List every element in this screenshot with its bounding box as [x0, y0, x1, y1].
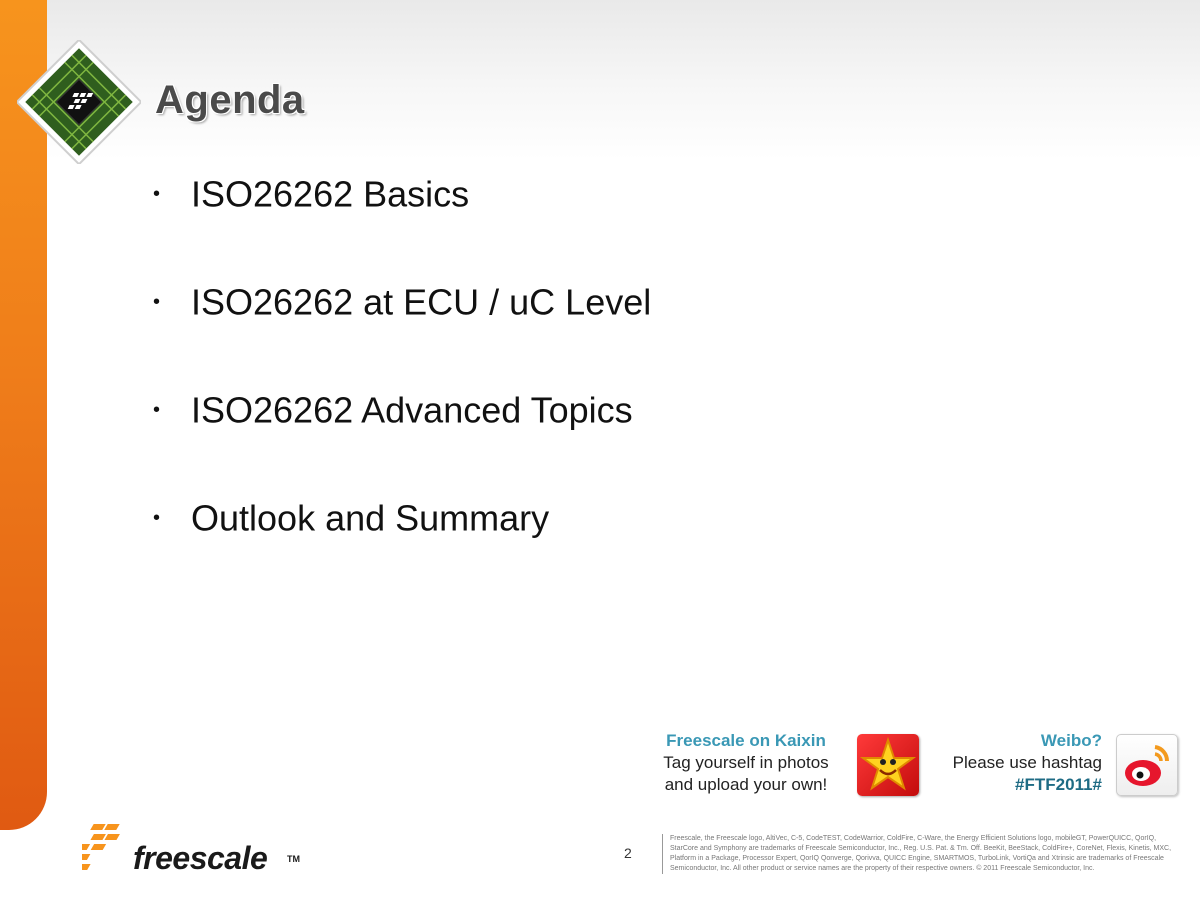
kaixin-line2: and upload your own!	[664, 775, 828, 794]
agenda-item	[150, 494, 651, 602]
agenda-item-text: Outlook and Summary	[191, 497, 550, 539]
slide-title: Agenda	[155, 78, 305, 122]
agenda-item-text: ISO26262 at ECU / uC Level	[191, 281, 652, 323]
bullet: •	[153, 507, 161, 530]
weibo-line1: Please use hashtag	[952, 753, 1102, 772]
brand-trademark: TM	[287, 854, 300, 864]
bullet: •	[153, 183, 161, 206]
legal-text: Freescale, the Freescale logo, AltiVec, C-5, CodeTEST, CodeWarrior, ColdFire, C-Ware, the Energy Efficient Solutions logo, mobileGT, PowerQUICC, QorIQ, StarCore and Symphony are trademarks of Freescale Semiconductor, Inc., Reg. U.S. Pat. & Tm. Off. BeeKit, BeeStack, ColdFire+, CoreNet, Flexis, Kinetis, MXC, Platform in a Package, Processor Expert, QorIQ Qonverge, Qorivva, QUICC Engine, SMARTMOS, TurboLink, VortiQa and Xtrinsic are trademarks of Freescale Semiconductor, Inc. All other product or service names are the property of their respective owners. © 2011 Freescale Semiconductor, Inc.	[670, 835, 1172, 872]
kaixin-heading: Freescale on Kaixin	[666, 731, 826, 750]
agenda-item	[150, 386, 651, 494]
agenda-item	[150, 170, 651, 278]
brand-wordmark: freescale	[133, 840, 268, 876]
agenda-list	[150, 170, 651, 602]
kaixin-line1: Tag yourself in photos	[663, 753, 829, 772]
page-number: 2	[624, 845, 632, 861]
agenda-item-text: ISO26262 Advanced Topics	[191, 389, 633, 431]
bullet: •	[153, 291, 161, 314]
weibo-icon[interactable]	[1116, 734, 1178, 796]
kaixin-promo	[648, 730, 844, 796]
agenda-item-text: ISO26262 Basics	[191, 173, 470, 215]
footer-divider	[662, 834, 663, 874]
bullet: •	[153, 399, 161, 422]
kaixin-star-icon[interactable]	[857, 734, 919, 796]
weibo-hashtag: #FTF2011#	[1015, 775, 1102, 794]
agenda-item	[150, 278, 651, 386]
weibo-promo	[928, 730, 1102, 796]
weibo-heading: Weibo?	[1040, 731, 1102, 750]
freescale-chip-logo-icon	[17, 40, 141, 164]
